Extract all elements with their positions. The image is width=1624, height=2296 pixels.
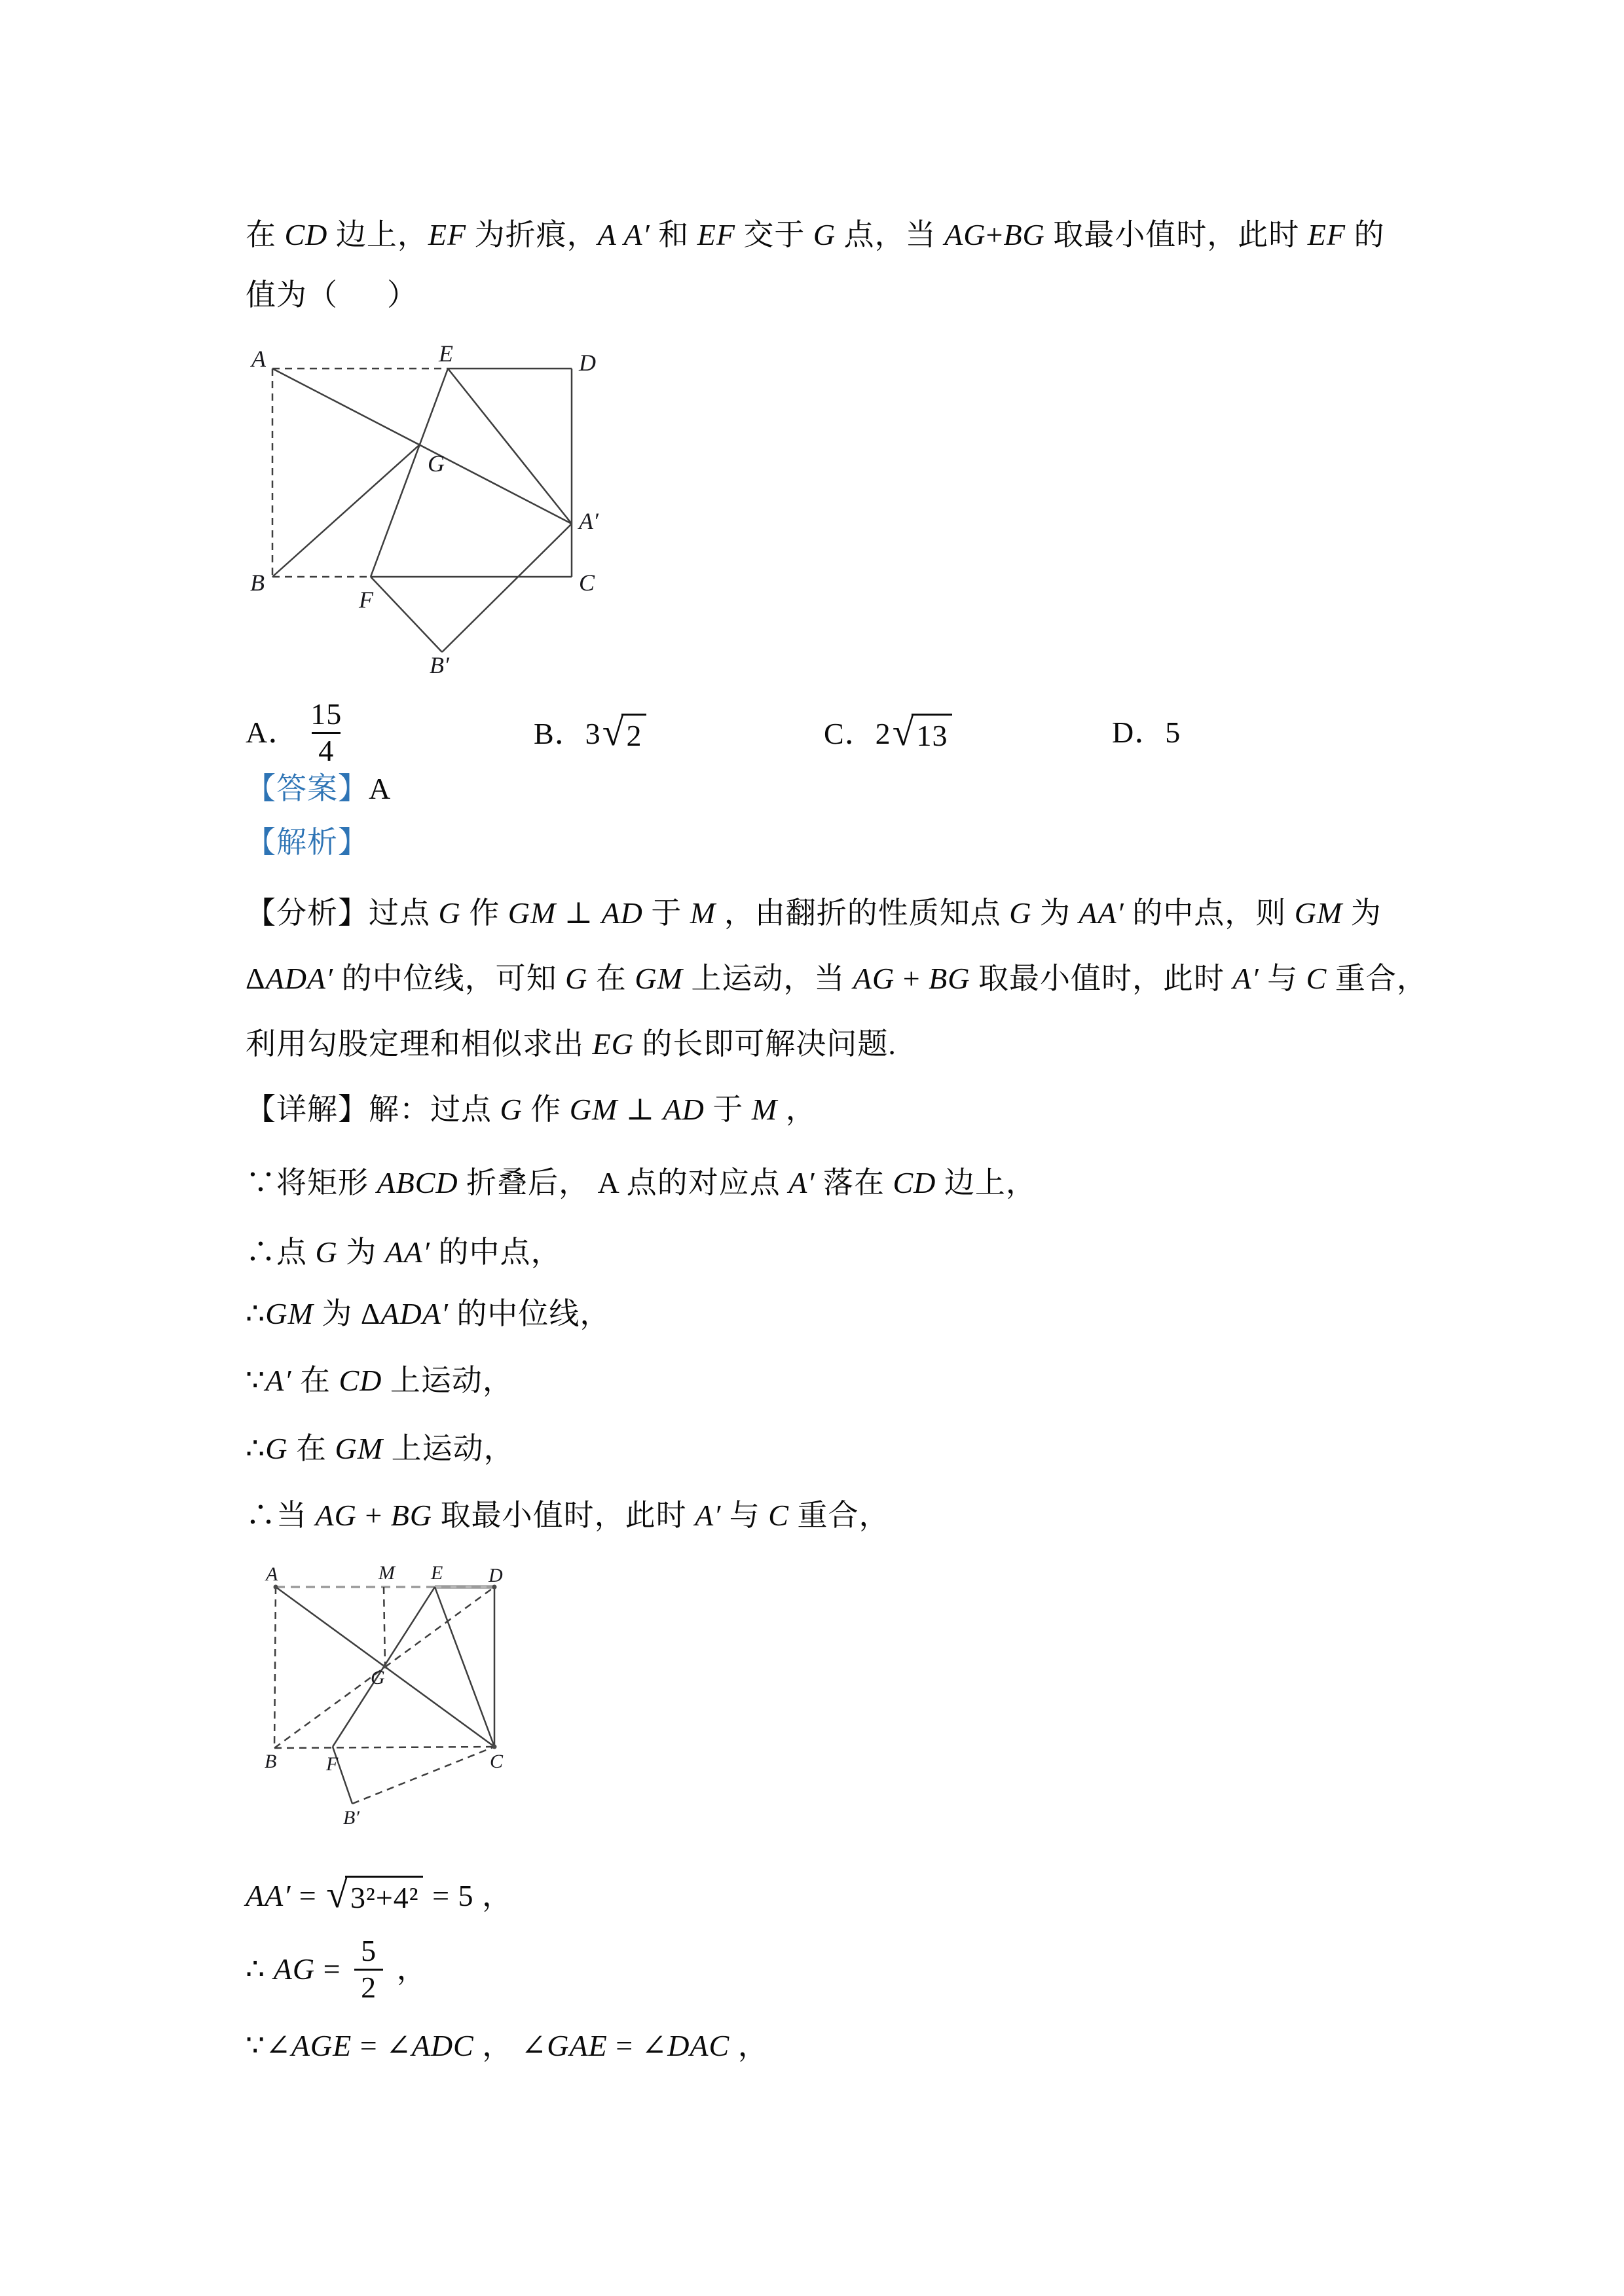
figure-2-minimum-diagram — [249, 1552, 524, 1836]
text-segment: 的 — [1345, 218, 1385, 251]
text-segment: 的长即可解决问题. — [633, 1027, 896, 1061]
text-segment: + — [986, 218, 1004, 251]
text-segment: 为 — [1342, 896, 1382, 930]
step-line-1 — [246, 1164, 1037, 1202]
analysis-line-2 — [246, 960, 1428, 998]
formula-aa-prime — [246, 1863, 513, 1929]
figure-label-B: B — [250, 570, 265, 596]
text-segment: 的中点，则 — [1124, 896, 1295, 930]
text-segment: BG — [1003, 218, 1045, 251]
square-root — [326, 1872, 422, 1917]
text-segment: ADA′ — [380, 1297, 449, 1330]
text-segment: ， ∠ — [473, 2029, 547, 2062]
text-segment: 重合， — [1327, 962, 1428, 995]
figure-label-F: F — [359, 587, 373, 613]
text-segment: ADA′ — [265, 962, 334, 995]
text-segment: CD — [284, 218, 328, 251]
text-segment: ， — [388, 1952, 428, 1986]
text-segment: A — [369, 772, 392, 805]
text-segment: 交于 — [735, 218, 813, 251]
text-segment: M — [690, 896, 716, 930]
text-segment: BG — [929, 962, 970, 995]
text-segment: 【答案】 — [246, 772, 369, 805]
text-segment: GM — [507, 896, 557, 930]
step-line-3 — [246, 1295, 610, 1333]
text-segment: = ∠ — [607, 2029, 668, 2062]
text-segment: ∴ — [246, 1952, 274, 1986]
radicand: 2 — [621, 714, 646, 755]
text-segment: ⊥ — [556, 896, 602, 930]
figure1-svg — [242, 340, 609, 694]
square-root — [892, 710, 952, 755]
text-segment: ， — [729, 2029, 769, 2062]
figure-label-E: E — [439, 340, 453, 367]
figure-label-A: A — [251, 346, 266, 372]
figure-edge-A-B — [274, 1587, 276, 1748]
text-segment: AG — [944, 218, 986, 251]
text-segment: GM — [265, 1297, 314, 1330]
fraction-denominator: 2 — [354, 1969, 383, 2005]
text-segment: 落在 — [815, 1166, 893, 1199]
text-segment: 和 — [650, 218, 697, 251]
text-segment: AA′ — [384, 1235, 430, 1269]
text-segment: = ∠ — [352, 2029, 412, 2062]
radical-sign-icon: √ — [326, 1872, 349, 1916]
figure2-svg — [249, 1552, 524, 1833]
text-segment: 在 — [587, 962, 635, 995]
text-segment: A． — [246, 716, 299, 750]
text-segment: ∴当 — [246, 1499, 316, 1532]
radical-sign-icon: √ — [892, 710, 915, 754]
formula-ag — [246, 1922, 428, 2016]
step-line-5 — [246, 1430, 515, 1468]
figure-edge-Bp-C — [352, 1747, 494, 1804]
text-segment: CD — [893, 1166, 936, 1199]
text-segment: + — [356, 1499, 391, 1532]
text-segment: A A′ — [597, 218, 650, 251]
text-segment: 的中位线， — [448, 1297, 611, 1330]
figure-label-C: C — [579, 570, 595, 596]
text-segment: = 5 ， — [424, 1879, 513, 1913]
text-segment: EF — [1307, 218, 1346, 251]
text-segment: 于 — [704, 1093, 752, 1126]
text-segment: AG — [853, 962, 895, 995]
figure-edge-B-G — [272, 445, 419, 577]
text-segment: 为 Δ — [313, 1297, 381, 1330]
figure-edge-M-G — [384, 1587, 385, 1666]
text-segment: + — [895, 962, 929, 995]
text-segment: ∴ — [246, 1432, 266, 1465]
figure-label-G: G — [428, 450, 445, 477]
text-segment: GM — [569, 1093, 618, 1126]
text-segment: ⊥ — [618, 1093, 663, 1126]
text-segment: ，由翻折的性质知点 — [716, 896, 1010, 930]
text-segment: EG — [592, 1027, 634, 1061]
figure-label-A: A — [266, 1563, 278, 1585]
text-segment: Δ — [246, 962, 266, 995]
option-d — [1112, 714, 1181, 752]
text-segment: ADC — [411, 2029, 474, 2062]
text-segment: 上运动， — [382, 1364, 513, 1397]
square-root — [602, 710, 646, 755]
text-segment: GM — [335, 1432, 384, 1465]
step-line-6 — [246, 1497, 889, 1535]
text-segment: ∴ — [246, 1297, 266, 1330]
text-segment: D．5 — [1112, 716, 1181, 749]
text-segment: 的中位线，可知 — [333, 962, 566, 995]
text-segment: AGE — [291, 2029, 352, 2062]
figure-label-E: E — [431, 1562, 443, 1584]
text-segment: M — [751, 1093, 778, 1126]
text-segment: G — [438, 896, 461, 930]
fraction-numerator: 5 — [361, 1933, 377, 1967]
text-segment: 上运动，当 — [682, 962, 853, 995]
text-segment: 边上， — [936, 1166, 1037, 1199]
analysis-line-1 — [246, 894, 1382, 932]
text-segment: 与 — [721, 1499, 769, 1532]
figure-label-A-prime: A′ — [579, 508, 599, 534]
option-a — [246, 689, 354, 776]
text-segment: 取最小值时，此时 — [1044, 218, 1308, 251]
text-segment: BG — [390, 1499, 433, 1532]
text-segment: AA′ — [246, 1879, 291, 1913]
text-segment: C．2 — [824, 717, 891, 750]
figure-edge-Bp-Ap — [442, 524, 572, 652]
text-segment: 在 — [291, 1364, 339, 1397]
step-line-2 — [246, 1233, 562, 1271]
detail-solution-line — [246, 1091, 817, 1129]
option-c — [824, 710, 953, 755]
jiexi-tag — [246, 824, 369, 862]
radicand: 13 — [912, 714, 952, 755]
text-segment: ， — [777, 1093, 817, 1126]
text-segment: DAC — [667, 2029, 730, 2062]
answer-line — [246, 770, 391, 808]
formula-angles — [246, 2027, 769, 2065]
text-segment: EF — [697, 218, 735, 251]
text-segment: 于 — [642, 896, 690, 930]
text-segment: G — [1009, 896, 1032, 930]
question-line-1 — [246, 216, 1384, 254]
text-segment: C — [768, 1499, 789, 1532]
radicand: 3²+4² — [345, 1876, 423, 1917]
text-segment: 取最小值时，此时 — [432, 1499, 695, 1532]
figure-point-dot-A — [274, 1585, 278, 1590]
text-segment: 折叠后， A 点的对应点 — [458, 1166, 789, 1199]
fraction — [354, 1934, 383, 2005]
text-segment: 利用勾股定理和相似求出 — [246, 1027, 593, 1061]
text-segment: ∵ — [246, 1364, 266, 1397]
figure-label-D: D — [489, 1565, 503, 1586]
text-segment: 【详解】解：过点 — [246, 1093, 500, 1126]
text-segment: AD — [663, 1093, 705, 1126]
text-segment: G — [500, 1093, 523, 1126]
figure-label-F: F — [326, 1753, 339, 1775]
text-segment: A′ — [1232, 962, 1259, 995]
text-segment: B．3 — [534, 717, 601, 750]
text-segment: G — [565, 962, 588, 995]
figure-label-B-prime: B′ — [430, 652, 449, 678]
text-segment: = — [315, 1952, 350, 1986]
figure-label-D: D — [579, 350, 596, 376]
figure-label-B-prime: B′ — [343, 1807, 360, 1829]
text-segment: G — [315, 1235, 338, 1269]
text-segment: 与 — [1259, 962, 1306, 995]
figure-label-G: G — [371, 1667, 385, 1688]
question-line-2 — [246, 276, 418, 314]
figure-edge-E-Ap — [448, 369, 572, 524]
radical-sign-icon: √ — [602, 710, 625, 754]
analysis-line-3 — [246, 1025, 896, 1063]
text-segment: GAE — [547, 2029, 608, 2062]
text-segment: 【分析】过点 — [246, 896, 439, 930]
text-segment: 边上， — [327, 218, 428, 251]
text-segment: AA′ — [1079, 896, 1124, 930]
text-segment: 作 — [460, 896, 508, 930]
text-segment: 取最小值时，此时 — [970, 962, 1233, 995]
fraction — [304, 697, 348, 769]
text-segment: 点，当 — [836, 218, 945, 251]
text-segment: 在 — [287, 1432, 335, 1465]
text-segment: 的中点， — [430, 1235, 562, 1269]
text-segment: GM — [635, 962, 683, 995]
figure-edge-B-C — [274, 1747, 494, 1748]
step-line-4 — [246, 1362, 513, 1400]
figure-point-dot-C — [492, 1745, 497, 1749]
figure-label-B: B — [265, 1751, 277, 1772]
text-segment: EF — [428, 218, 467, 251]
text-segment: ∵∠ — [246, 2029, 291, 2062]
text-segment: AD — [601, 896, 643, 930]
text-segment: 值为（ ） — [246, 278, 418, 312]
text-segment: AG — [315, 1499, 357, 1532]
figure-edge-A-Ap — [272, 369, 572, 524]
text-segment: 作 — [522, 1093, 570, 1126]
text-segment: 为 — [1031, 896, 1079, 930]
text-segment: G — [813, 218, 836, 251]
text-segment: ∵将矩形 — [246, 1166, 377, 1199]
text-segment: 在 — [246, 218, 285, 251]
text-segment: ∴点 — [246, 1235, 316, 1269]
text-segment: A′ — [788, 1166, 815, 1199]
option-b — [534, 710, 648, 755]
text-segment: = — [291, 1879, 325, 1913]
text-segment: 为折痕， — [466, 218, 598, 251]
text-segment: C — [1306, 962, 1327, 995]
text-segment: GM — [1294, 896, 1343, 930]
figure-edge-E-C — [435, 1587, 494, 1747]
figure-1-fold-diagram — [242, 340, 609, 697]
text-segment: A′ — [695, 1499, 722, 1532]
figure-label-C: C — [490, 1751, 504, 1772]
text-segment: 为 — [337, 1235, 385, 1269]
text-segment: G — [265, 1432, 288, 1465]
text-segment: 上运动， — [383, 1432, 515, 1465]
figure-edge-F-Bp — [371, 577, 442, 652]
fraction-numerator: 15 — [310, 697, 342, 731]
fraction-denominator: 4 — [312, 732, 341, 769]
text-segment: CD — [339, 1364, 382, 1397]
text-segment: 重合， — [788, 1499, 890, 1532]
text-segment: AG — [273, 1952, 316, 1986]
text-segment: A′ — [265, 1364, 292, 1397]
figure-label-M: M — [378, 1562, 395, 1584]
text-segment: 【解析】 — [246, 826, 369, 859]
text-segment: ABCD — [377, 1166, 458, 1199]
